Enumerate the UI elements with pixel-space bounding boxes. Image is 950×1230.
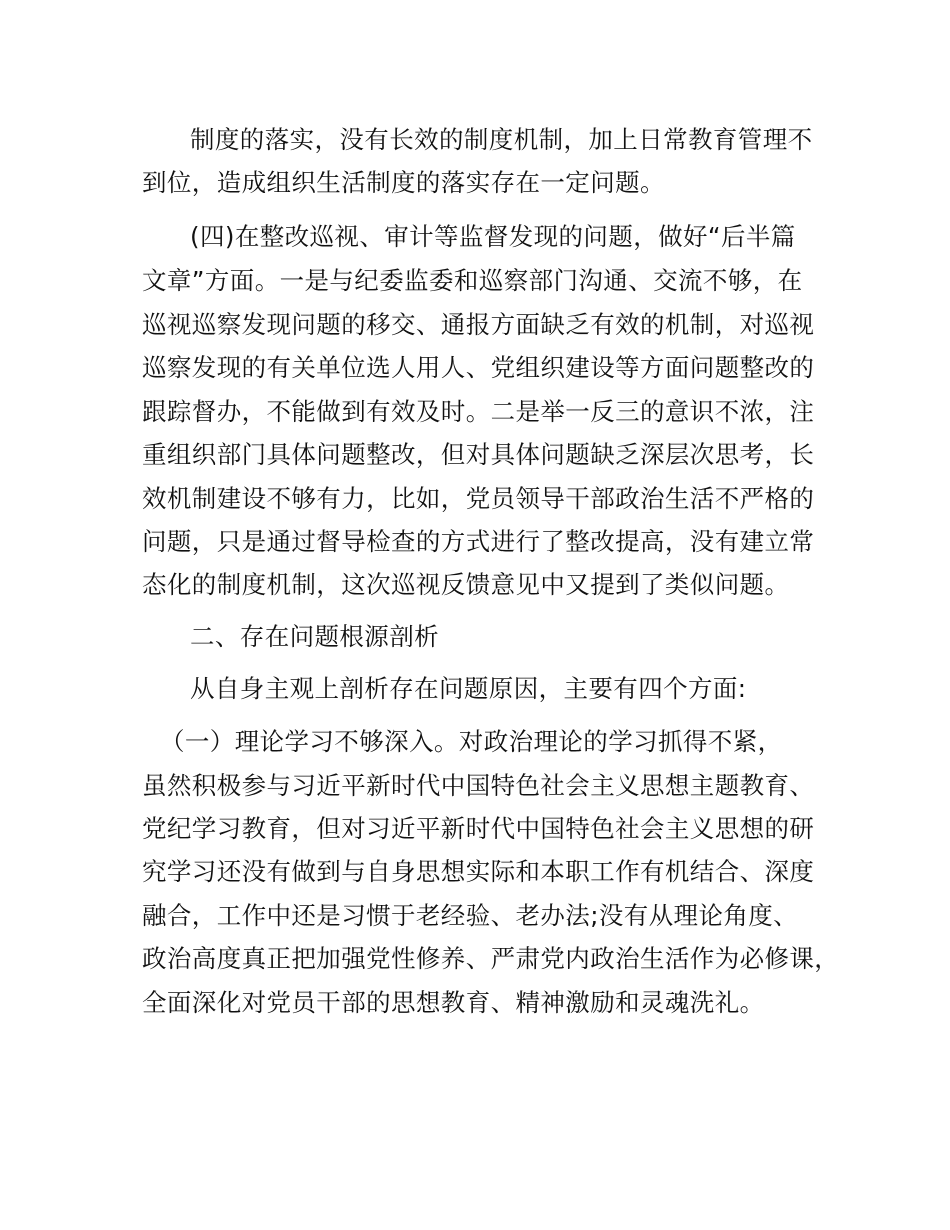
section-heading: 二、存在问题根源剖析 [190,622,439,651]
paragraph-line: 效机制建设不够有力，比如，党员领导干部政治生活不严格的 [142,484,815,513]
paragraph-line: 虽然积极参与习近平新时代中国特色社会主义思想主题教育、 [142,771,815,800]
subsection-heading-line: （一）理论学习不够深入。对政治理论的学习抓得不紧， [160,727,783,756]
paragraph-line: 制度的落实，没有长效的制度机制，加上日常教育管理不 [190,125,813,154]
paragraph-line: 态化的制度机制，这次巡视反馈意见中又提到了类似问题。 [142,570,790,599]
paragraph-line: 跟踪督办，不能做到有效及时。二是举一反三的意识不浓，注 [142,397,815,426]
paragraph-line: 究学习还没有做到与自身思想实际和本职工作有机结合、深度 [142,857,815,886]
paragraph-line: 重组织部门具体问题整改，但对具体问题缺乏深层次思考，长 [142,440,815,469]
paragraph-line: 全面深化对党员干部的思想教育、精神激励和灵魂洗礼。 [142,988,765,1017]
paragraph-line: 问题，只是通过督导检查的方式进行了整改提高，没有建立常 [142,527,815,556]
paragraph-line: 到位，造成组织生活制度的落实存在一定问题。 [142,168,665,197]
paragraph-line: 党纪学习教育，但对习近平新时代中国特色社会主义思想的研 [142,814,815,843]
paragraph-line: 巡视巡察发现问题的移交、通报方面缺乏有效的机制，对巡视 [142,310,815,339]
paragraph-line: 政治高度真正把加强党性修养、严肃党内政治生活作为必修课， [142,944,840,973]
paragraph-line: 从自身主观上剖析存在问题原因，主要有四个方面: [190,674,747,703]
paragraph-line: 巡察发现的有关单位选人用人、党组织建设等方面问题整改的 [142,353,815,382]
section-heading-line: (四)在整改巡视、审计等监督发现的问题，做好“后半篇 [190,222,796,251]
paragraph-line: 文章”方面。一是与纪委监委和巡察部门沟通、交流不够，在 [142,266,803,295]
paragraph-line: 融合，工作中还是习惯于老经验、老办法;没有从理论角度、 [142,901,799,930]
